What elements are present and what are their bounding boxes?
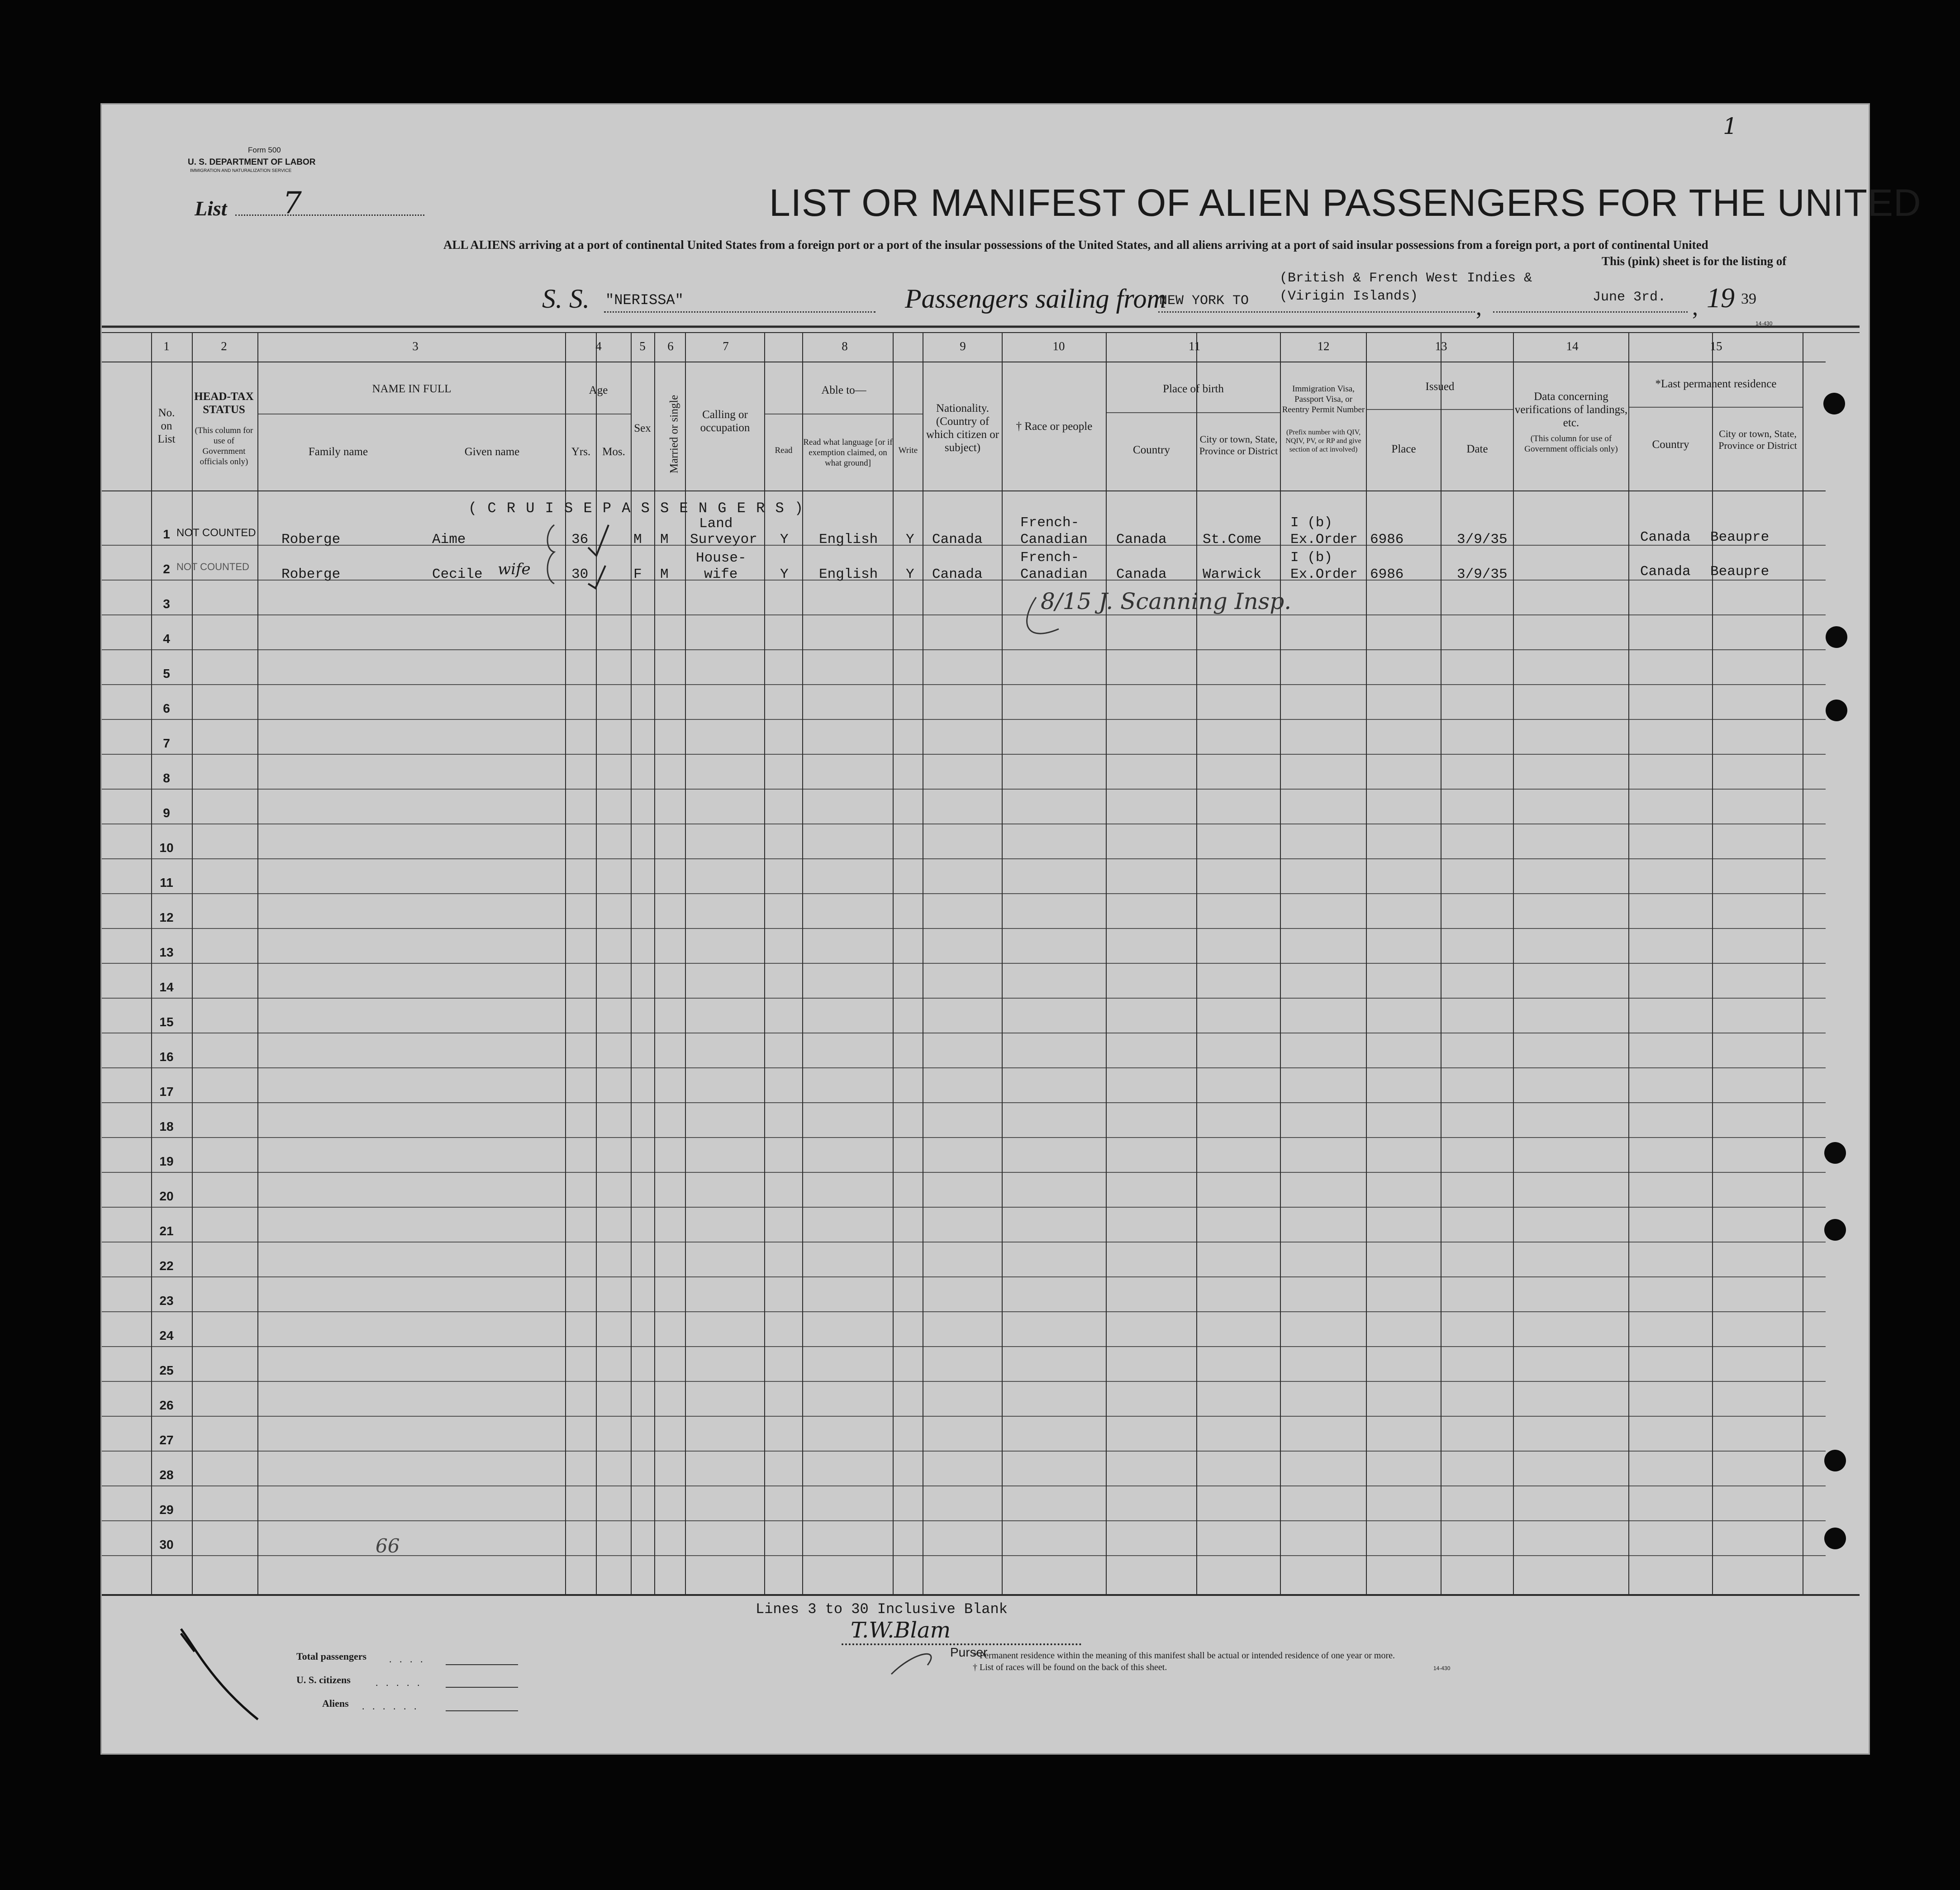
residence-country: Canada [1640, 529, 1691, 545]
can-write: Y [906, 567, 914, 582]
issued-date: 3/9/35 [1457, 567, 1508, 582]
line-30-mark: 66 [376, 1535, 400, 1557]
column-number: 3 [412, 339, 419, 353]
row-number: 6 [163, 701, 170, 715]
row-number: 24 [159, 1328, 174, 1343]
header-head-tax: HEAD-TAX STATUS [194, 390, 254, 416]
birth-country: Canada [1116, 567, 1167, 582]
given-name: Aime [432, 532, 466, 547]
sex: F [633, 567, 642, 582]
aliens-label: Aliens [322, 1698, 349, 1709]
row-number: 26 [159, 1398, 174, 1412]
us-citizens-label: U. S. citizens [296, 1674, 351, 1685]
column-number: 8 [842, 339, 848, 353]
purser-label: Purser [950, 1645, 988, 1659]
residence-footnote: * Permanent residence within the meaning of this manifest shall be actual or intended residence of one year or more. [973, 1651, 1395, 1661]
occupation-line-2: Surveyor [690, 532, 757, 547]
header-verifications-note: (This column for use of Government officials only) [1524, 434, 1618, 454]
row-number: 11 [160, 876, 173, 890]
header-age: Age [589, 384, 608, 396]
row-number: 5 [163, 666, 170, 681]
list-number: 7 [283, 186, 302, 220]
row-number: 12 [159, 910, 174, 924]
service-name: IMMIGRATION AND NATURALIZATION SERVICE [190, 168, 292, 173]
header-birth-city: City or town, State, Province or District [1199, 433, 1278, 457]
can-write: Y [906, 532, 914, 547]
race-line-1: French- [1020, 550, 1080, 566]
form-code-bottom: 14-430 [1433, 1665, 1451, 1671]
header-residence-city: City or town, State, Province or District [1718, 428, 1797, 451]
issued-place: 6986 [1370, 532, 1404, 547]
sailing-label: Passengers sailing from [905, 284, 1166, 314]
form-number: Form 500 [248, 146, 281, 154]
header-able-to: Able to— [821, 384, 866, 396]
birth-country: Canada [1116, 532, 1167, 547]
header-age-yrs: Yrs. [571, 446, 591, 458]
total-passengers-label: Total passengers [296, 1651, 367, 1662]
can-read: Y [780, 567, 789, 582]
header-read-language: Read what language [or if exemption claimed, on what ground] [803, 438, 893, 468]
sex: M [633, 532, 642, 547]
column-number: 7 [723, 339, 729, 353]
column-number: 2 [221, 339, 227, 353]
row-number: 19 [159, 1154, 174, 1168]
header-name-in-full: NAME IN FULL [372, 383, 452, 395]
race-footnote: † List of races will be found on the back of this sheet. [973, 1662, 1167, 1672]
header-age-mos: Mos. [602, 446, 625, 458]
leader-dots: . . . . . [376, 1677, 423, 1688]
list-label: List [195, 197, 227, 220]
residence-city: Beaupre [1710, 564, 1770, 580]
header-last-residence: *Last permanent residence [1655, 378, 1777, 390]
column-number: 15 [1710, 339, 1722, 353]
header-no-on-list: No. on List [157, 407, 176, 445]
birth-city: Warwick [1203, 567, 1262, 582]
header-visa-note: (Prefix number with QIV, NQIV, PV, or RP and give section of act involved) [1285, 428, 1361, 453]
header-issued-place: Place [1391, 443, 1416, 455]
row-number: 25 [159, 1363, 174, 1377]
blank-lines-note: Lines 3 to 30 Inclusive Blank [756, 1601, 1008, 1618]
aliens-line [446, 1710, 518, 1711]
comma: , [1692, 295, 1698, 320]
header-race: † Race or people [1016, 420, 1093, 433]
nationality: Canada [932, 532, 983, 547]
nationality: Canada [932, 567, 983, 582]
column-number: 12 [1317, 339, 1330, 353]
race-line-2: Canadian [1020, 532, 1088, 547]
row-number: 28 [159, 1468, 174, 1482]
header-birth-country: Country [1133, 444, 1170, 456]
wife-annotation: wife [498, 560, 531, 578]
header-calling: Calling or occupation [700, 409, 750, 434]
residence-city: Beaupre [1710, 529, 1770, 545]
race-line-1: French- [1020, 515, 1080, 531]
row-number: 22 [159, 1259, 174, 1273]
row-number: 20 [159, 1189, 174, 1203]
column-number: 13 [1435, 339, 1447, 353]
purser-signature: T.W.Blam [851, 1618, 951, 1643]
row-number: 29 [159, 1503, 174, 1517]
column-number: 1 [163, 339, 170, 353]
row-number: 17 [159, 1085, 174, 1099]
header-family-name: Family name [308, 446, 368, 458]
row-number: 9 [163, 806, 170, 820]
occupation-line-2: wife [704, 567, 738, 582]
manifest-title: LIST OR MANIFEST OF ALIEN PASSENGERS FOR THE UNITED [769, 181, 1922, 224]
column-number: 11 [1189, 339, 1200, 353]
row-number: 8 [163, 771, 170, 785]
row-number: 27 [159, 1433, 174, 1447]
header-write: Write [898, 446, 918, 455]
visa-line-2: Ex.Order [1290, 567, 1358, 582]
header-given-name: Given name [464, 446, 520, 458]
leader-dots: . . . . . . [362, 1700, 419, 1712]
head-tax-status: NOT COUNTED [176, 561, 249, 572]
header-sex: Sex [634, 422, 651, 434]
destination-line-2: (Virigin Islands) [1280, 289, 1418, 304]
instruction-line-2: This (pink) sheet is for the listing of [1602, 254, 1787, 268]
row-number: 2 [163, 562, 170, 576]
header-verifications: Data concerning verifications of landings, etc. [1514, 390, 1628, 429]
instruction-line-1: ALL ALIENS arriving at a port of continental United States from a foreign port or a port of the insular possessions of the United States, and all aliens arriving at a port of said insular possessions from a foreign port, a port of continental United [443, 238, 1708, 252]
ship-prefix: S. S. [542, 284, 590, 314]
corner-mark: 1 [1723, 113, 1737, 139]
total-passengers-line [446, 1664, 518, 1665]
row-number: 13 [159, 945, 174, 959]
department-name: U. S. DEPARTMENT OF LABOR [188, 157, 316, 167]
row-number: 1 [163, 527, 170, 541]
form-code-top: 14-430 [1755, 320, 1773, 327]
header-head-tax-note: (This column for use of Government officials only) [195, 426, 253, 467]
row-number: 15 [159, 1015, 174, 1029]
column-number: 10 [1052, 339, 1065, 353]
header-visa: Immigration Visa, Passport Visa, or Reentry Permit Number [1282, 384, 1365, 414]
header-read: Read [775, 446, 793, 455]
family-name: Roberge [281, 567, 341, 582]
handwritten-inspector-remark: 8/15 J. Scanning Insp. [1041, 588, 1292, 614]
language: English [819, 532, 878, 547]
header-issued-date: Date [1466, 443, 1488, 455]
language: English [819, 567, 878, 582]
sailing-from: NEW YORK TO [1159, 293, 1249, 309]
comma: , [1476, 295, 1482, 320]
row-number: 21 [159, 1224, 174, 1238]
occupation-line-1: House- [696, 550, 747, 566]
head-tax-status: NOT COUNTED [176, 527, 256, 539]
header-place-of-birth: Place of birth [1163, 383, 1224, 395]
marital-status: M [660, 567, 669, 582]
row-number: 10 [159, 841, 174, 855]
header-nationality: Nationality. (Country of which citizen or subject) [926, 402, 999, 454]
issued-date: 3/9/35 [1457, 532, 1508, 547]
column-number: 14 [1566, 339, 1579, 353]
column-number: 5 [639, 339, 646, 353]
year-prefix: 19 [1707, 283, 1735, 314]
header-issued: Issued [1425, 381, 1455, 393]
row-number: 3 [163, 597, 170, 611]
leader-dots: . . . . [389, 1653, 426, 1665]
occupation-line-1: Land [699, 516, 733, 532]
row-number: 14 [159, 980, 174, 994]
residence-country: Canada [1640, 564, 1691, 580]
column-number: 6 [667, 339, 674, 353]
row-number: 16 [159, 1050, 174, 1064]
marital-status: M [660, 532, 669, 547]
row-number: 30 [159, 1538, 174, 1552]
birth-city: St.Come [1203, 532, 1262, 547]
visa-line-1: I (b) [1290, 515, 1333, 531]
ship-name: "NERISSA" [605, 292, 684, 309]
visa-line-1: I (b) [1290, 550, 1333, 566]
can-read: Y [780, 532, 789, 547]
row-number: 18 [159, 1119, 174, 1133]
destination-line-1: (British & French West Indies & [1280, 271, 1532, 286]
us-citizens-line [446, 1687, 518, 1688]
age-years: 30 [571, 567, 589, 582]
issued-place: 6986 [1370, 567, 1404, 582]
family-name: Roberge [281, 532, 341, 547]
header-married: Married or single [668, 395, 680, 474]
row-number: 23 [159, 1294, 174, 1308]
given-name: Cecile [432, 567, 483, 582]
race-line-2: Canadian [1020, 567, 1088, 582]
row-number: 4 [163, 632, 170, 646]
sailing-date: June 3rd. [1593, 290, 1666, 305]
year-suffix: 39 [1741, 290, 1756, 307]
age-years: 36 [571, 532, 589, 547]
column-number: 4 [595, 339, 602, 353]
cruise-passengers-note: ( C R U I S E P A S S E N G E R S ) [468, 500, 804, 517]
column-number: 9 [960, 339, 966, 353]
visa-line-2: Ex.Order [1290, 532, 1358, 547]
row-number: 7 [163, 736, 170, 750]
header-residence-country: Country [1652, 438, 1689, 451]
